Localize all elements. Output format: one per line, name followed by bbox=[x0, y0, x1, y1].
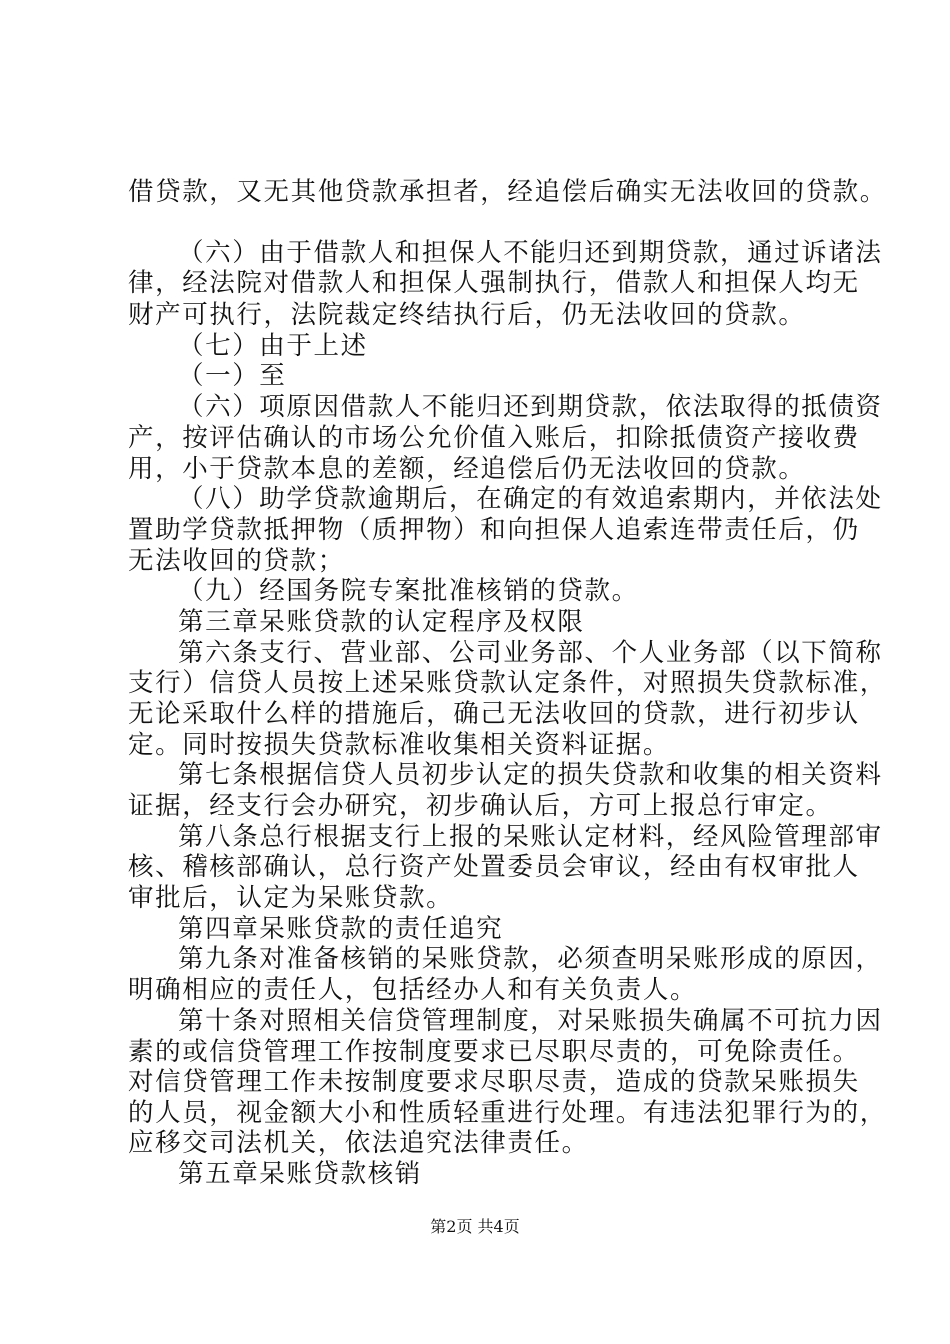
text-line: 产，按评估确认的市场公允价值入账后，扣除抵债资产接收费 bbox=[128, 423, 860, 453]
text-line: 审批后，认定为呆账贷款。 bbox=[128, 883, 454, 913]
text-line: 财产可执行，法院裁定终结执行后，仍无法收回的贷款。 bbox=[128, 300, 806, 330]
text-line: 素的或信贷管理工作按制度要求已尽职尽责的，可免除责任。 bbox=[128, 1037, 860, 1067]
text-line: 对信贷管理工作未按制度要求尽职尽责，造成的贷款呆账损失 bbox=[128, 1067, 860, 1097]
text-line: 律，经法院对借款人和担保人强制执行，借款人和担保人均无 bbox=[128, 268, 860, 298]
page-number: 第2页 共4页 bbox=[430, 1217, 520, 1236]
text-line: （九）经国务院专案批准核销的贷款。 bbox=[178, 576, 639, 606]
text-line: （八）助学贷款逾期后，在确定的有效追索期内，并依法处 bbox=[178, 484, 883, 514]
text-line: 无论采取什么样的措施后，确己无法收回的贷款，进行初步认 bbox=[128, 699, 860, 729]
text-line: 证据，经支行会办研究，初步确认后，方可上报总行审定。 bbox=[128, 791, 833, 821]
text-line: （六）由于借款人和担保人不能归还到期贷款，通过诉诸法 bbox=[178, 238, 883, 268]
text-line: 第七条根据信贷人员初步认定的损失贷款和收集的相关资料 bbox=[178, 760, 883, 790]
text-line: 借贷款，又无其他贷款承担者，经追偿后确实无法收回的贷款。 bbox=[128, 177, 887, 207]
chapter-heading: 第五章呆账贷款核销 bbox=[178, 1159, 422, 1189]
text-line: 应移交司法机关，依法追究法律责任。 bbox=[128, 1128, 589, 1158]
text-line: 的人员，视金额大小和性质轻重进行处理。有违法犯罪行为的， bbox=[128, 1098, 887, 1128]
text-line: 置助学贷款抵押物（质押物）和向担保人追索连带责任后，仍 bbox=[128, 515, 860, 545]
text-line: 支行）信贷人员按上述呆账贷款认定条件，对照损失贷款标准， bbox=[128, 668, 887, 698]
text-line: 第十条对照相关信贷管理制度，对呆账损失确属不可抗力因 bbox=[178, 1006, 883, 1036]
text-line: 明确相应的责任人，包括经办人和有关负责人。 bbox=[128, 975, 698, 1005]
text-line: 第六条支行、营业部、公司业务部、个人业务部（以下简称 bbox=[178, 638, 883, 668]
text-line: 第八条总行根据支行上报的呆账认定材料，经风险管理部审 bbox=[178, 822, 883, 852]
text-line: 第九条对准备核销的呆账贷款，必须查明呆账形成的原因， bbox=[178, 944, 883, 974]
chapter-heading: 第三章呆账贷款的认定程序及权限 bbox=[178, 607, 585, 637]
text-line: 核、稽核部确认，总行资产处置委员会审议，经由有权审批人 bbox=[128, 852, 860, 882]
text-line: 无法收回的贷款； bbox=[128, 546, 345, 576]
text-line: （一）至 bbox=[178, 361, 287, 391]
text-line: （七）由于上述 bbox=[178, 331, 368, 361]
text-line: 用，小于贷款本息的差额，经追偿后仍无法收回的贷款。 bbox=[128, 454, 806, 484]
text-line: （六）项原因借款人不能归还到期贷款，依法取得的抵债资 bbox=[178, 392, 883, 422]
chapter-heading: 第四章呆账贷款的责任追究 bbox=[178, 914, 504, 944]
text-line: 定。同时按损失贷款标准收集相关资料证据。 bbox=[128, 730, 671, 760]
